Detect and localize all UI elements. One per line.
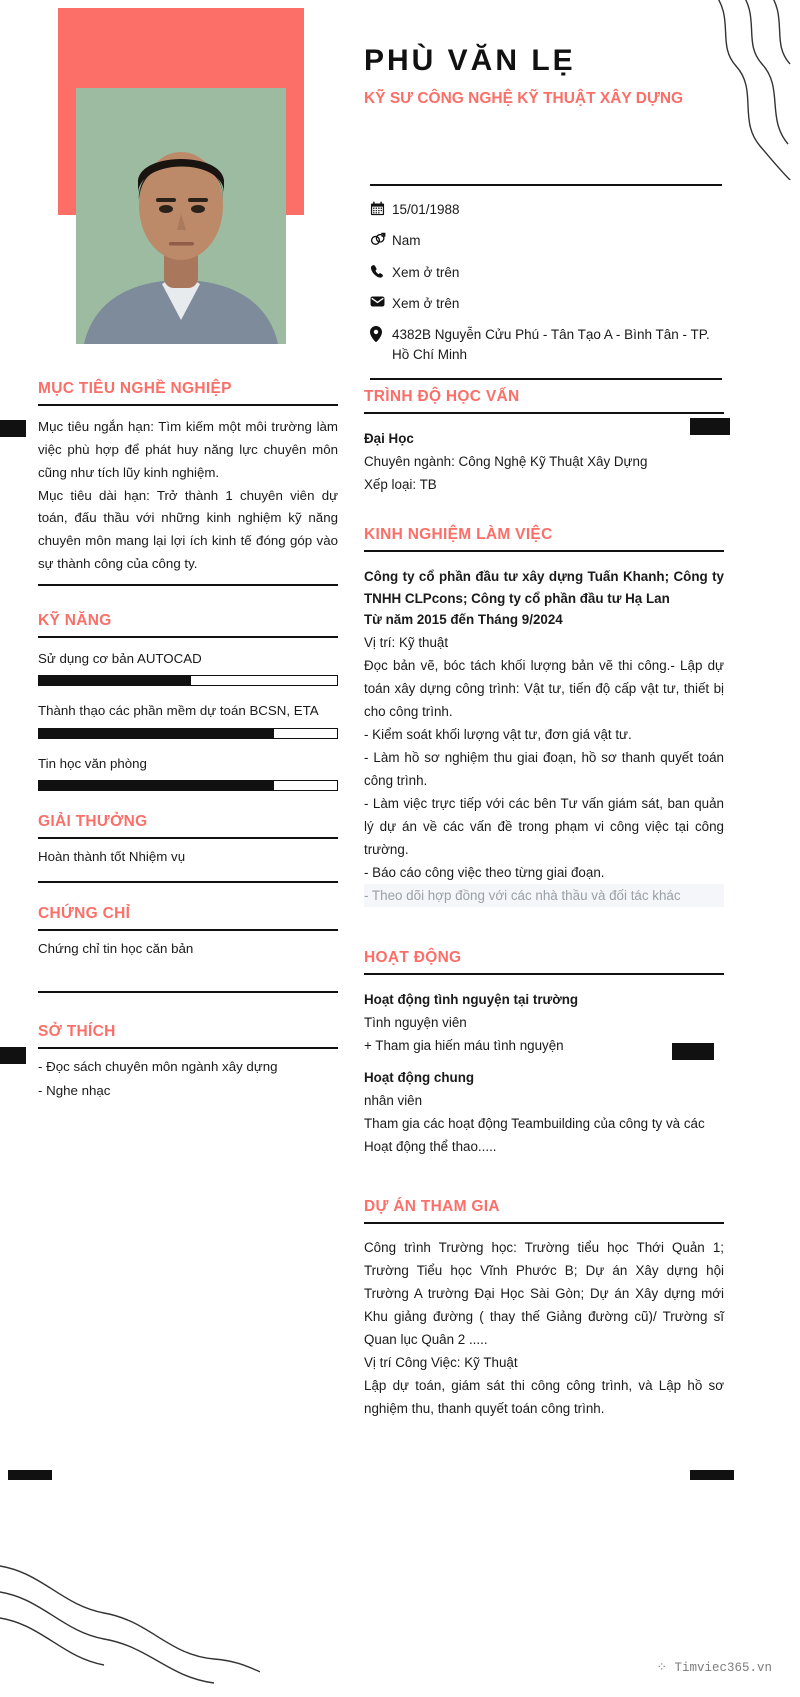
education-major: Chuyên ngành: Công Nghệ Kỹ Thuật Xây Dựng — [364, 453, 648, 469]
experience-duty: - Báo cáo công việc theo từng giai đoạn. — [364, 865, 605, 881]
section-title-projects: DỰ ÁN THAM GIA — [364, 1198, 500, 1216]
skill-item — [38, 648, 338, 686]
avatar — [76, 88, 286, 344]
contact-birthday-text: 15/01/1988 — [392, 202, 460, 217]
gender-icon — [370, 232, 392, 247]
contact-row-phone[interactable] — [370, 263, 722, 283]
experience-period: Từ năm 2015 đến Tháng 9/2024 — [364, 612, 563, 628]
experience-position: Vị trí: Kỹ thuật — [364, 634, 449, 650]
skill-progress-bar — [38, 675, 338, 686]
section-activities — [364, 949, 724, 1158]
accent-tab-left-bottom — [0, 1047, 26, 1064]
section-experience — [364, 526, 724, 908]
hobbies-body — [38, 1049, 338, 1103]
activity-detail: Tham gia các hoạt động Teambuilding của công ty và các Hoạt động thể thao..... — [364, 1116, 705, 1155]
contact-row-birthday — [370, 200, 722, 220]
section-title-education: TRÌNH ĐỘ HỌC VẤN — [364, 388, 520, 405]
project-position: Vị trí Công Việc: Kỹ Thuật — [364, 1355, 518, 1371]
experience-company: Công ty cổ phần đầu tư xây dựng Tuấn Khanh; Công ty TNHH CLPcons; Công ty cổ phần đầu tư Hạ Lan — [364, 568, 724, 606]
section-skills — [38, 612, 338, 791]
section-objective — [38, 380, 338, 586]
contact-rule-top — [370, 184, 722, 186]
hobby-item: - Nghe nhạc — [38, 1082, 111, 1098]
skill-progress-bar — [38, 728, 338, 739]
contact-info — [370, 184, 722, 380]
left-column — [38, 380, 338, 1125]
section-education — [364, 388, 724, 496]
location-icon — [370, 326, 392, 342]
section-hobbies — [38, 1023, 338, 1103]
accent-tab-footer-left — [8, 1470, 52, 1480]
section-awards — [38, 813, 338, 883]
contact-email-text: Xem ở trên — [392, 295, 460, 311]
footer-brand-text: Timviec365.vn — [674, 1661, 772, 1675]
objective-rule-bottom — [38, 584, 338, 586]
section-certificates — [38, 905, 338, 993]
email-icon — [370, 295, 392, 308]
objective-paragraph-1: Mục tiêu ngắn hạn: Tìm kiếm một môi trường làm việc phù hợp để phát huy năng lực chuyên môn cũng như tích lũy kinh nghiệm. — [38, 419, 338, 480]
objective-paragraph-2: Mục tiêu dài hạn: Trở thành 1 chuyên viên dự toán, đấu thầu với những kinh nghiệm kỹ năng chuyên môn mang lại lợi ích kinh tế đóng góp vào sự thành công của công ty. — [38, 487, 338, 572]
phone-icon — [370, 264, 392, 278]
skill-progress-fill — [39, 676, 191, 685]
activities-body — [364, 975, 724, 1158]
skill-label: Tin học văn phòng — [38, 755, 147, 771]
award-item: Hoàn thành tốt Nhiệm vụ — [38, 848, 186, 864]
certificates-rule-bottom — [38, 991, 338, 993]
certificates-body — [38, 931, 338, 961]
experience-duty: - Kiểm soát khối lượng vật tư, đơn giá vật tư. — [364, 727, 632, 743]
activity-role: nhân viên — [364, 1092, 423, 1108]
accent-tab-left-top — [0, 420, 26, 437]
section-title-activities: HOẠT ĐỘNG — [364, 949, 462, 967]
activity-detail: + Tham gia hiến máu tình nguyện — [364, 1038, 564, 1054]
section-title-skills: KỸ NĂNG — [38, 612, 112, 630]
education-degree: Đại Học — [364, 431, 414, 446]
skill-item — [38, 753, 338, 791]
experience-duty: - Làm việc trực tiếp với các bên Tư vấn giám sát, ban quản lý dự án về các vấn đề trong phạm vi công việc tại công trường. — [364, 796, 724, 858]
education-grade: Xếp loại: TB — [364, 476, 437, 492]
page-title: PHÙ VĂN LẸ — [364, 44, 576, 77]
projects-body — [364, 1224, 724, 1420]
section-title-awards: GIẢI THƯỞNG — [38, 812, 148, 830]
contact-gender-text: Nam — [392, 233, 421, 249]
accent-tab-footer-right — [690, 1470, 734, 1480]
activity-name: Hoạt động tình nguyện tại trường — [364, 992, 579, 1008]
section-title-experience: KINH NGHIỆM LÀM VIỆC — [364, 525, 553, 543]
activity-item — [364, 989, 724, 1057]
activity-role: Tình nguyện viên — [364, 1015, 467, 1031]
activity-item — [364, 1067, 724, 1158]
footer-brand-mark: ⁘ — [656, 1661, 675, 1675]
footer-brand — [656, 1659, 772, 1675]
experience-body — [364, 552, 724, 908]
wave-decoration-bottom-left — [0, 1547, 260, 1697]
section-title-objective: MỤC TIÊU NGHỀ NGHIỆP — [38, 380, 232, 397]
skill-progress-fill — [39, 781, 274, 790]
section-title-hobbies: SỞ THÍCH — [38, 1022, 116, 1040]
contact-address-text: 4382B Nguyễn Cửu Phú - Tân Tạo A - Bình Tân - TP. Hồ Chí Minh — [392, 327, 710, 363]
section-projects — [364, 1198, 724, 1420]
skill-progress-bar — [38, 780, 338, 791]
awards-body — [38, 839, 338, 869]
education-body — [364, 414, 724, 496]
experience-duty-truncated: - Theo dõi hợp đồng với các nhà thầu và đối tác khác — [364, 884, 724, 907]
activity-name: Hoạt động chung — [364, 1070, 475, 1086]
awards-rule-bottom — [38, 881, 338, 883]
contact-phone-text: Xem ở trên — [392, 264, 460, 280]
contact-row-email[interactable] — [370, 294, 722, 314]
section-title-certificates: CHỨNG CHỈ — [38, 904, 131, 922]
skill-progress-fill — [39, 729, 274, 738]
experience-duty: Đọc bản vẽ, bóc tách khối lượng bản vẽ thi công.- Lập dự toán xây dựng công trình: Vật tư, tiến độ cấp vật tư, thiết bị cho công trình. — [364, 657, 724, 720]
contact-row-gender — [370, 231, 722, 251]
certificate-item: Chứng chỉ tin học căn bản — [38, 940, 194, 956]
skills-body — [38, 638, 338, 791]
objective-body — [38, 406, 338, 576]
skill-label: Sử dụng cơ bản AUTOCAD — [38, 651, 202, 667]
job-title: KỸ SƯ CÔNG NGHỆ KỸ THUẬT XÂY DỰNG — [364, 90, 684, 107]
calendar-icon — [370, 201, 392, 216]
right-column — [364, 388, 724, 1442]
project-description: Công trình Trường học: Trường tiểu học Thới Quản 1; Trường Tiểu học Vĩnh Phước B; Dự án Xây dựng hội Trường A trường Đại Học Sài Gòn; Dự án Xây dựng mới Khu giảng đường ( thay thế Giảng đường cũ)/ Trường sĩ Quan lục Quân 2 ..... — [364, 1240, 724, 1348]
experience-duty: - Làm hồ sơ nghiệm thu giai đoạn, hồ sơ thanh quyết toán công trình. — [364, 750, 724, 789]
project-detail: Lập dự toán, giám sát thi công công trình, và Lập hồ sơ nghiệm thu, thanh quyết toán công trình. — [364, 1378, 724, 1417]
skill-item — [38, 700, 338, 738]
contact-rule-bottom — [370, 378, 722, 380]
skill-label: Thành thạo các phần mềm dự toán BCSN, ETA — [38, 703, 319, 719]
hobby-item: - Đọc sách chuyên môn ngành xây dựng — [38, 1058, 278, 1074]
activity-spacer — [364, 1057, 724, 1067]
contact-row-address — [370, 325, 722, 366]
